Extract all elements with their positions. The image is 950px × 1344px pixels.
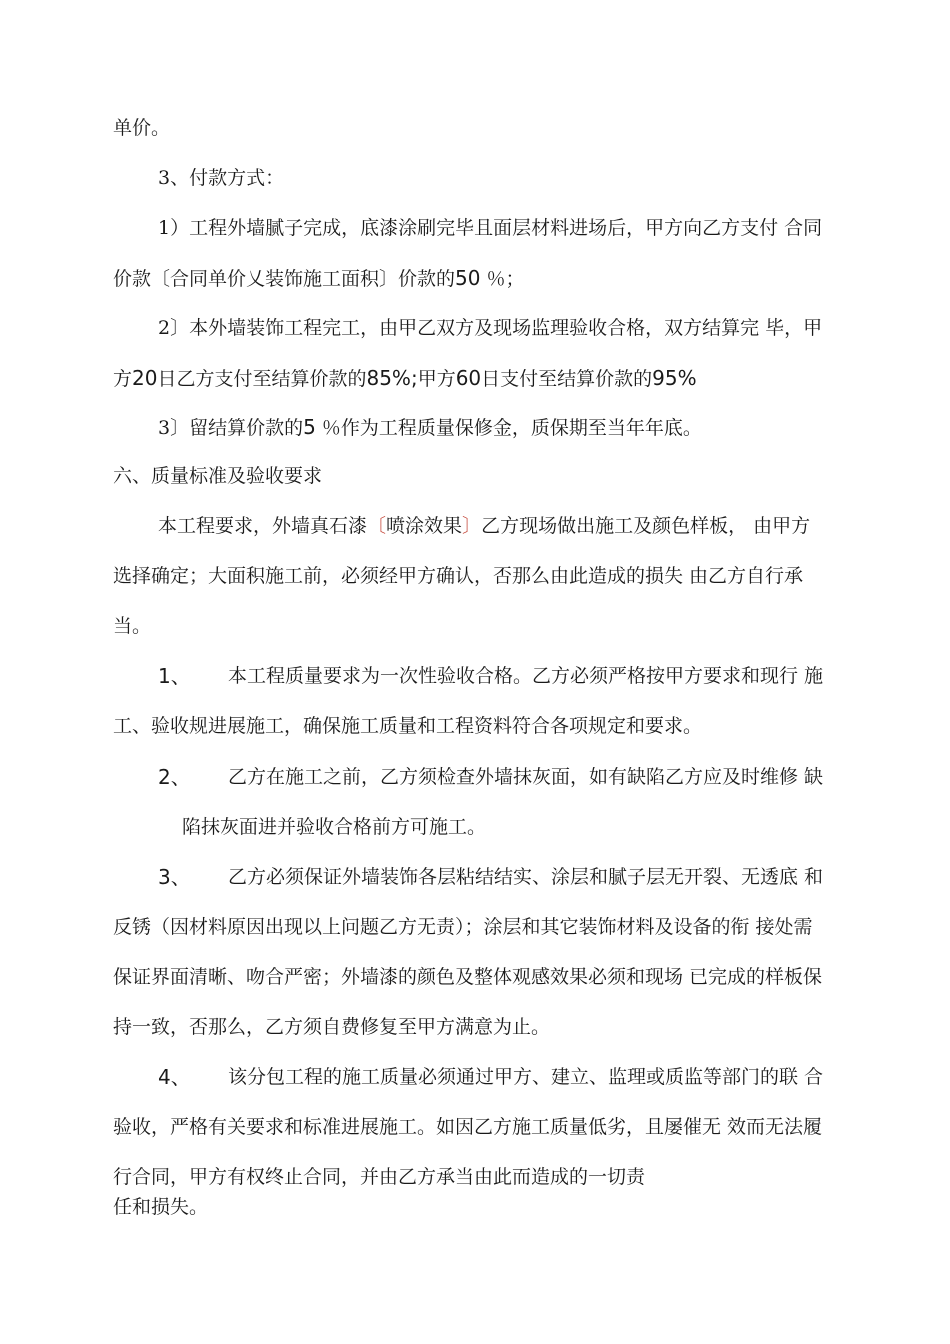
paragraph-line: 陷抹灰面进并验收合格前方可施工。 (182, 816, 487, 838)
paragraph-line: 持一致，否那么，乙方须自费修复至甲方满意为止。 (113, 1016, 551, 1038)
paragraph-line: 3〕留结算价款的5 ％作为工程质量保修金，质保期至当年年底。 (158, 415, 702, 439)
paragraph-line: 工、验收规进展施工，确保施工质量和工程资料符合各项规定和要求。 (113, 715, 703, 737)
paragraph-line: 乙方在施工之前，乙方须检查外墙抹灰面，如有缺陷乙方应及时维修 缺 (228, 766, 824, 788)
paragraph-line: 任和损失。 (113, 1196, 209, 1218)
list-item: 4、 (158, 1065, 191, 1089)
paragraph-line: 保证界面清晰、吻合严密；外墙漆的颜色及整体观感效果必须和现场 已完成的样板保 (113, 966, 823, 988)
section-heading-quality: 六、质量标准及验收要求 (113, 465, 323, 487)
section-heading-payment: 3、付款方式： (158, 167, 285, 189)
list-item: 2、 (158, 765, 191, 789)
paragraph-line: 验收，严格有关要求和标准进展施工。如因乙方施工质量低劣，且屡催无 效而无法履 (113, 1116, 823, 1138)
list-item: 1、 (158, 664, 191, 688)
list-item: 3、 (158, 865, 191, 889)
paragraph-line: 价款〔合同单价乂装饰施工面积〕价款的50 ％； (113, 266, 525, 290)
paragraph-line: 乙方必须保证外墙装饰各层粘结结实、涂层和腻子层无开裂、无透底 和 (228, 866, 824, 888)
paragraph-line: 单价。 (113, 117, 171, 139)
paragraph-line: 1）工程外墙腻子完成，底漆涂刷完毕且面层材料进场后，甲方向乙方支付 合同 (158, 217, 823, 239)
paragraph-line: 方20日乙方支付至结算价款的85%;甲方60日支付至结算价款的95% (113, 366, 697, 390)
paragraph-line: 本工程要求，外墙真石漆〔喷涂效果〕乙方现场做出施工及颜色样板， 由甲方 (158, 515, 811, 537)
paragraph-line: 选择确定；大面积施工前，必须经甲方确认，否那么由此造成的损失 由乙方自行承 (113, 565, 804, 587)
paragraph-line: 2〕本外墙装饰工程完工，由甲乙双方及现场监理验收合格，双方结算完 毕，甲 (158, 317, 823, 339)
paragraph-line: 反锈（因材料原因出现以上问题乙方无责）；涂层和其它装饰材料及设备的衔 接处需 (113, 916, 813, 938)
paragraph-line: 该分包工程的施工质量必须通过甲方、建立、监理或质监等部门的联 合 (228, 1066, 824, 1088)
paragraph-line: 行合同，甲方有权终止合同，并由乙方承当由此而造成的一切责 (113, 1166, 646, 1188)
paragraph-line: 当。 (113, 615, 152, 637)
paragraph-line: 本工程质量要求为一次性验收合格。乙方必须严格按甲方要求和现行 施 (228, 665, 824, 687)
